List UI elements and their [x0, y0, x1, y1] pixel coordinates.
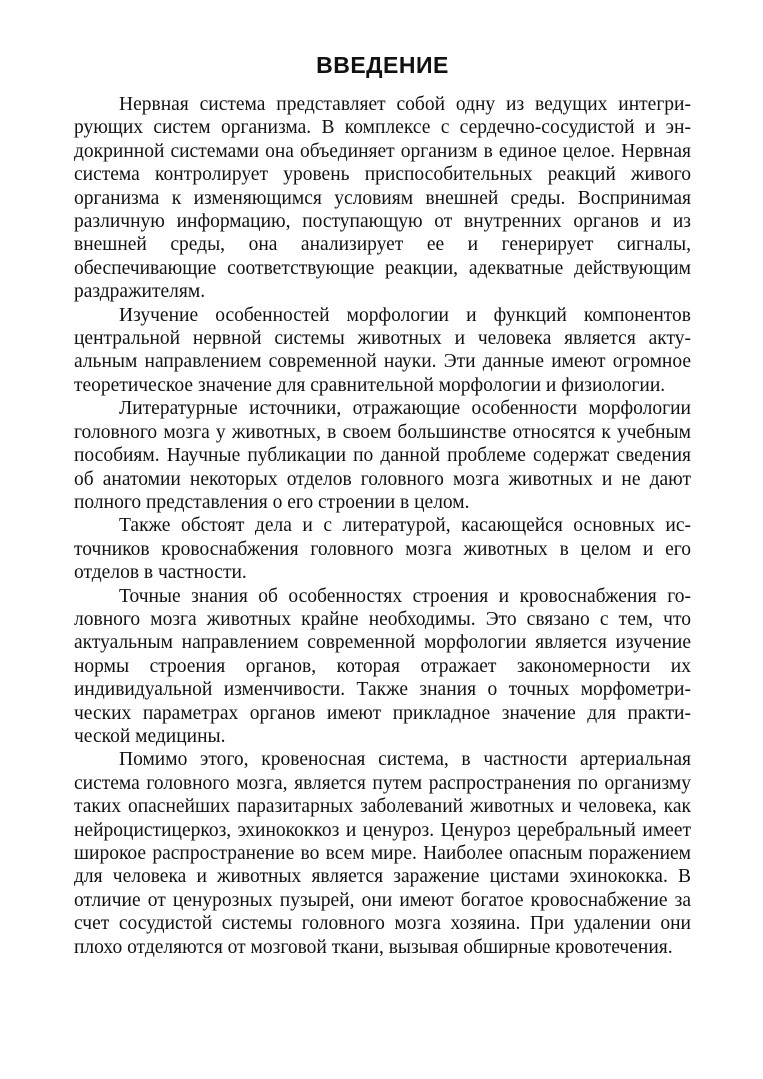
page-title: ВВЕДЕНИЕ	[316, 52, 449, 78]
paragraph: Нервная система представляет собой одну из ведущих интегрирующих систем организма. В комплексе с сердечно-сосудистой и эндокринной системами она объединяет организм в единое целое. Нервная система контролирует уровень приспособительных реакций живого организма к изменяющимся условиям внешней среды. Воспринимая различную информацию, поступающую от внутренних органов и из внешней среды, она анализирует ее и генерирует сигналы, обеспечивающие соответствующие реакции, адекватные действующим раздражителям.	[74, 94, 691, 303]
paragraph: Литературные источники, отражающие особенности морфологии головного мозга у животных, в своем большинстве относятся к учебным пособиям. Научные публикации по данной проблеме содержат сведения об анатомии некоторых отделов головного мозга животных и не дают полного представления о его строении в целом.	[74, 398, 691, 513]
paragraph: Точные знания об особенностях строения и кровоснабжения головного мозга животных крайне необходимы. Это связано с тем, что актуальным направлением современной морфологии является изучение нормы строения органов, которая отражает закономерности их индивидуальной изменчивости. Также знания о точных морфометрических параметрах органов имеют прикладное значение для практической медицины.	[74, 585, 691, 747]
paragraph: Изучение особенностей морфологии и функций компонентов центральной нервной системы животных и человека является актуальным направлением современной науки. Эти данные имеют огромное теоретическое значение для сравнительной морфологии и физиологии.	[74, 304, 691, 396]
document-page	[74, 52, 691, 959]
paragraph: Также обстоят дела и с литературой, касающейся основных источников кровоснабжения головного мозга животных в целом и его отделов в частности.	[74, 515, 691, 584]
paragraph: Помимо этого, кровеносная система, в частности артериальная система головного мозга, является путем распространения по организму таких опаснейших паразитарных заболеваний животных и человека, как нейроцистицеркоз, эхинококкоз и ценуроз. Ценуроз церебральный имеет широкое распространение во всем мире. Наиболее опасным поражением для человека и животных является заражение цистами эхинококка. В отличие от ценурозных пузырей, они имеют богатое кровоснабжение за счет сосудистой системы головного мозга хозяина. При удалении они плохо отделяются от мозговой ткани, вызывая обширные кровотечения.	[74, 749, 691, 958]
